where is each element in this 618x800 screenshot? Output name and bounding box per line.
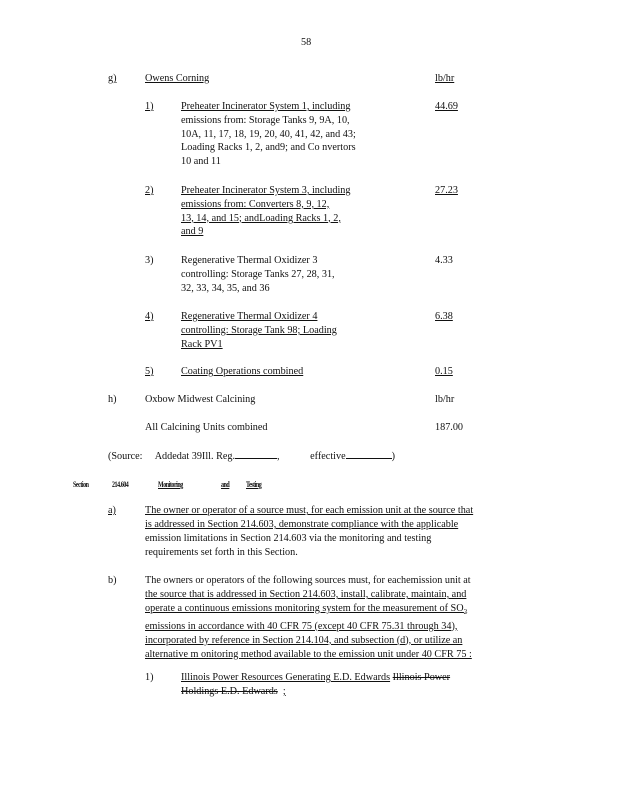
g-item-1-line-3: 10A, 11, 17, 18, 19, 20, 40, 41, 42, and 43; [181, 128, 356, 140]
g-item-1-line-2: emissions from: Storage Tanks 9, 9A, 10, [181, 114, 350, 126]
section-title-word-3: Testing [246, 480, 262, 489]
g-item-1-line-5: 10 and 11 [181, 156, 221, 168]
g-item-4-value: 6.38 [435, 311, 453, 322]
para-b-marker: b) [108, 575, 117, 586]
section-title-word-2: and [221, 480, 230, 489]
source-blank-1 [235, 449, 277, 459]
g-item-3-value: 4.33 [435, 255, 453, 266]
para-a-text [145, 504, 473, 560]
g-item-3-number: 3) [145, 255, 154, 266]
source-note [108, 449, 395, 464]
para-b-item-1-semicolon: ; [282, 685, 286, 697]
g-item-2-value: 27.23 [435, 185, 458, 196]
para-b-item-1-deleted-1: Illinois Power [392, 672, 451, 683]
g-item-4-line-3: Rack PV1 [181, 338, 223, 350]
g-item-1-number: 1) [145, 101, 154, 112]
para-b-line-3-text: operate a continuous emissions monitoring system for the measurement of SO [145, 602, 464, 614]
para-a-marker: a) [108, 505, 116, 516]
g-item-1-text [181, 100, 356, 169]
g-item-4-line-2: controlling: Storage Tank 98; Loading [181, 324, 337, 336]
g-item-1-value: 44.69 [435, 101, 458, 112]
para-a-line-4: requirements set forth in this Section. [145, 546, 298, 558]
para-b-item-1-deleted-2: Holdings E.D. Edwards [181, 685, 278, 697]
item-h-unit: lb/hr [435, 394, 455, 405]
source-blank-2 [346, 449, 392, 459]
section-number: 214.604 [112, 480, 129, 489]
para-b-text [145, 574, 472, 661]
g-item-3-line-3: 32, 33, 34, 35, and 36 [181, 282, 270, 294]
para-b-item-1-inserted-1: Illinois Power Resources Generating E.D. Edwards [181, 672, 391, 683]
so2-subscript: 2 [463, 607, 468, 616]
para-b-line-4: emissions in accordance with 40 CFR 75 (except 40 CFR 75.31 through 34), [145, 620, 458, 632]
item-g-marker: g) [108, 73, 117, 84]
g-item-2-line-2: emissions from: Converters 8, 9, 12, [181, 198, 330, 210]
source-text: Addedat 39Ill. Reg. [154, 451, 236, 462]
page-number: 58 [301, 37, 312, 48]
g-item-2-number: 2) [145, 185, 154, 196]
g-item-4-line-1: Regenerative Thermal Oxidizer 4 [181, 311, 318, 322]
g-item-2-text [181, 184, 350, 239]
source-comma: , [277, 451, 280, 462]
para-b-line-3 [145, 602, 472, 620]
item-g-heading: Owens Corning [145, 73, 210, 84]
g-item-4-text [181, 310, 337, 351]
g-item-3-text [181, 254, 335, 295]
g-item-4-number: 4) [145, 311, 154, 322]
para-b-line-1: The owners or operators of the following sources must, for eachemission unit at [145, 575, 471, 586]
g-item-5-value: 0.15 [435, 366, 453, 377]
g-item-2-line-1: Preheater Incinerator System 3, including [181, 185, 351, 196]
g-item-1-line-1: Preheater Incinerator System 1, including [181, 101, 351, 112]
para-b-line-5: incorporated by reference in Section 214.104, and subsection (d), or utilize an [145, 634, 463, 646]
item-h-marker: h) [108, 394, 117, 405]
g-item-2-line-4: and 9 [181, 226, 204, 238]
item-h-row-label: All Calcining Units combined [145, 422, 268, 433]
g-item-2-line-3: 13, 14, and 15; andLoading Racks 1, 2, [181, 212, 341, 224]
para-b-item-1-line-1 [181, 671, 450, 685]
source-prefix: (Source: [108, 451, 143, 462]
para-b-line-6: alternative m onitoring method available to the emission unit under 40 CFR 75 : [145, 648, 472, 660]
source-close: ) [391, 451, 396, 462]
g-item-3-line-2: controlling: Storage Tanks 27, 28, 31, [181, 268, 335, 280]
para-a-line-2: is addressed in Section 214.603, demonstrate compliance with the applicable [145, 518, 459, 530]
para-b-item-1-line-2 [181, 685, 450, 699]
g-item-5-line-1: Coating Operations combined [181, 366, 304, 377]
section-title-word-1: Monitoring [158, 480, 183, 489]
g-item-5-number: 5) [145, 366, 154, 377]
para-a-line-1: The owner or operator of a source must, for each emission unit at the source that [145, 505, 474, 516]
g-item-1-line-4: Loading Racks 1, 2, and9; and Co nvertors [181, 142, 356, 154]
item-h-row-value: 187.00 [435, 422, 464, 433]
item-h-heading: Oxbow Midwest Calcining [145, 394, 256, 405]
section-label: Section [73, 480, 89, 489]
item-g-unit: lb/hr [435, 73, 455, 84]
source-effective: effective [310, 451, 346, 462]
para-b-item-1-text [181, 671, 450, 699]
g-item-3-line-1: Regenerative Thermal Oxidizer 3 [181, 255, 318, 266]
para-b-line-2: the source that is addressed in Section 214.603, install, calibrate, maintain, and [145, 588, 467, 600]
para-b-item-1-number: 1) [145, 672, 154, 683]
para-a-line-3: emission limitations in Section 214.603 via the monitoring and testing [145, 532, 432, 544]
